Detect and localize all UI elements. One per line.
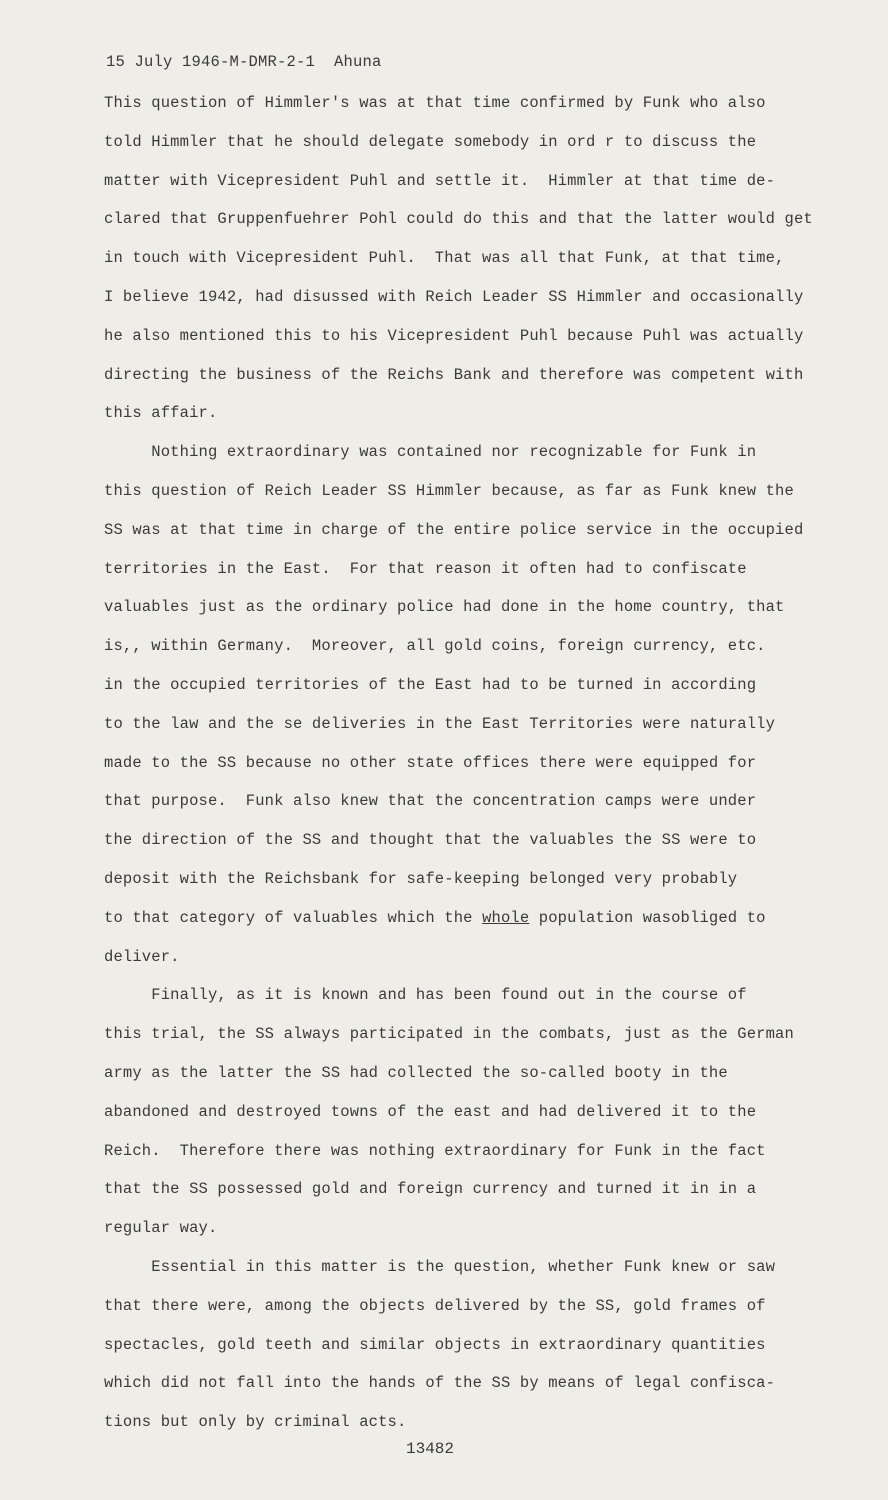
text-line: told Himmler that he should delegate somebody in ord r to discuss the — [104, 132, 757, 151]
text-line: this affair. — [104, 404, 218, 423]
text-line: Finally, as it is known and has been found out in the course of — [104, 986, 747, 1005]
paragraph-1 — [104, 84, 844, 433]
text-line: deliver. — [104, 947, 180, 966]
page-number: 13482 — [405, 1440, 454, 1458]
text-line: in touch with Vicepresident Puhl. That was all that Funk, at that time, — [104, 249, 785, 268]
text-line: that the SS possessed gold and foreign currency and turned it in in a — [104, 1180, 757, 1199]
underlined-word: whole — [482, 908, 530, 927]
text-line: directing the business of the Reichs Bank and therefore was competent with — [104, 365, 804, 384]
document-body — [104, 84, 844, 1442]
text-line: army as the latter the SS had collected the so-called booty in the — [104, 1063, 728, 1082]
paragraph-3 — [104, 976, 844, 1248]
text-line: deposit with the Reichsbank for safe-keeping belonged very probably — [104, 869, 738, 888]
text-line: which did not fall into the hands of the SS by means of legal confisca- — [104, 1374, 776, 1393]
text-line: he also mentioned this to his Vicepresident Puhl because Puhl was actually — [104, 326, 804, 345]
text-line-with-underline: to that category of valuables which the whole population wasobliged to — [104, 908, 766, 927]
text-line: Nothing extraordinary was contained nor recognizable for Funk in — [104, 443, 757, 462]
text-line: clared that Gruppenfuehrer Pohl could do this and that the latter would get — [104, 210, 813, 229]
text-line: to the law and the se deliveries in the East Territories were naturally — [104, 714, 776, 733]
text-line: this question of Reich Leader SS Himmler because, as far as Funk knew the — [104, 481, 794, 500]
text-line: regular way. — [104, 1219, 218, 1238]
text-line: Reich. Therefore there was nothing extraordinary for Funk in the fact — [104, 1141, 766, 1160]
text-line: abandoned and destroyed towns of the east and had delivered it to the — [104, 1102, 757, 1121]
text-line: tions but only by criminal acts. — [104, 1413, 407, 1432]
text-line: is,, within Germany. Moreover, all gold coins, foreign currency, etc. — [104, 637, 766, 656]
text-line: I believe 1942, had disussed with Reich Leader SS Himmler and occasionally — [104, 287, 804, 306]
text-line: matter with Vicepresident Puhl and settle it. Himmler at that time de- — [104, 171, 776, 190]
paragraph-4 — [104, 1248, 844, 1442]
text-line: This question of Himmler's was at that time confirmed by Funk who also — [104, 94, 766, 112]
text-line: in the occupied territories of the East had to be turned in according — [104, 675, 757, 694]
paragraph-2 — [104, 433, 844, 976]
text-line: territories in the East. For that reason it often had to confiscate — [104, 559, 747, 578]
text-line: SS was at that time in charge of the entire police service in the occupied — [104, 520, 804, 539]
text-line: spectacles, gold teeth and similar objects in extraordinary quantities — [104, 1335, 766, 1354]
text-line: that purpose. Funk also knew that the concentration camps were under — [104, 792, 757, 811]
text-line: valuables just as the ordinary police had done in the home country, that — [104, 598, 785, 617]
text-line: made to the SS because no other state offices there were equipped for — [104, 753, 757, 772]
text-line: Essential in this matter is the question, whether Funk knew or saw — [104, 1257, 776, 1276]
text-line: this trial, the SS always participated in the combats, just as the German — [104, 1025, 794, 1044]
text-line: that there were, among the objects delivered by the SS, gold frames of — [104, 1296, 766, 1315]
text-line: the direction of the SS and thought that the valuables the SS were to — [104, 831, 757, 850]
document-header: 15 July 1946-M-DMR-2-1 Ahuna — [106, 53, 382, 71]
